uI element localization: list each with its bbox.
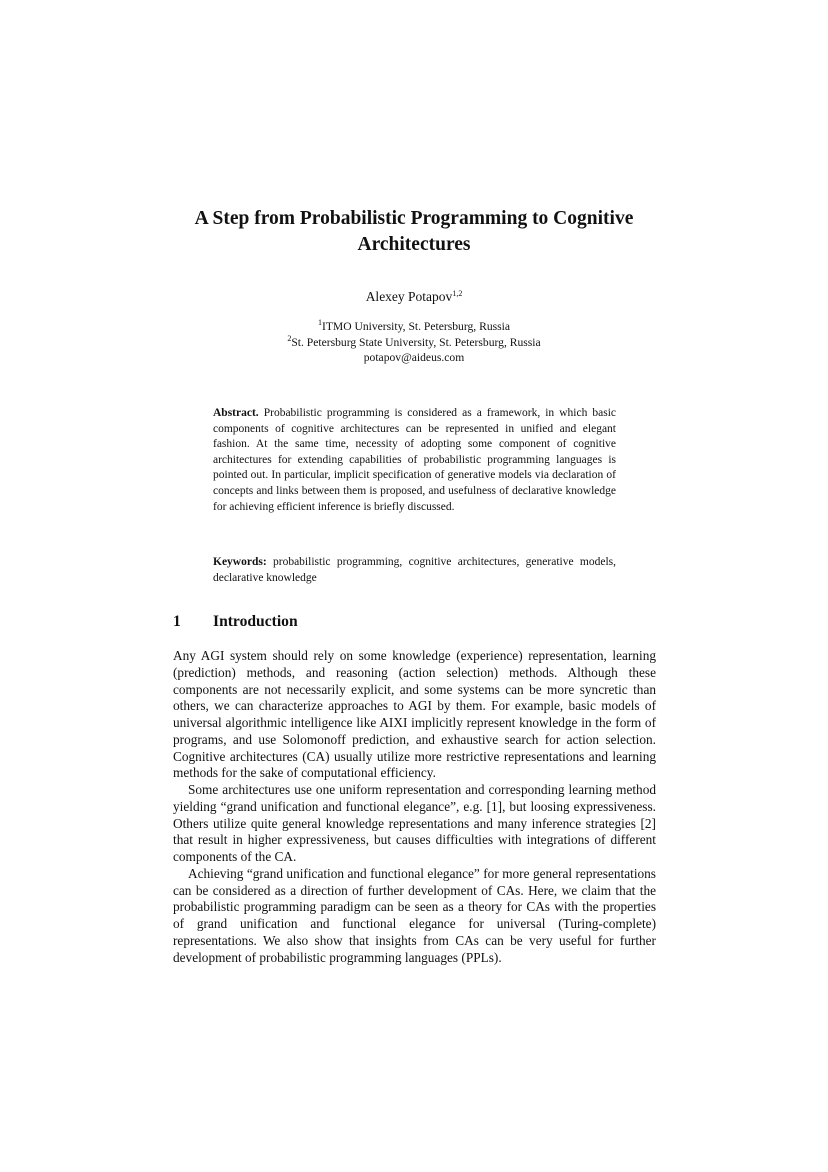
paper-title: A Step from Probabilistic Programming to Cognitive Architectures (194, 208, 634, 255)
keywords (213, 555, 616, 586)
author-email: potapov@aideus.com (363, 351, 465, 365)
paragraph-1: Any AGI system should rely on some knowledge (experience) representation, learning (prediction) methods, and reasoning (action selection) methods. Although these components are not necessarily explicit, and some systems can be more syncretic than others, we can characterize approaches to AGI by them. For example, basic models of universal algorithmic intelligence like AIXI implicitly represent knowledge in the form of programs, and use Solomonoff prediction, and exhaustive search for action selection. Cognitive architectures (CA) usually utilize more restrictive representations and learning methods for the sake of computational efficiency. (173, 648, 656, 781)
affiliations (0, 319, 828, 366)
keywords-label: Keywords: (213, 556, 267, 568)
affiliation-1 (0, 319, 828, 335)
section-title: Introduction (213, 613, 298, 630)
author-line (0, 288, 828, 306)
abstract-label: Abstract. (213, 407, 259, 419)
affiliation-2-text: St. Petersburg State University, St. Petersburg, Russia (291, 335, 541, 349)
affiliation-1-mark: 1 (317, 318, 322, 327)
keywords-text: probabilistic programming, cognitive architectures, generative models, declarative knowledge (213, 556, 616, 584)
paragraph-3: Achieving “grand unification and functional elegance” for more general representations can be considered as a direction of further development of CAs. Here, we claim that the probabilistic programming paradigm can be seen as a theory for CAs with the properties of grand unification and functional elegance for universal (Turing-complete) representations. We also show that insights from CAs can be very useful for further development of probabilistic programming languages (PPLs). (173, 865, 656, 965)
affiliation-2-mark: 2 (287, 333, 292, 343)
section-body (173, 648, 656, 966)
affiliation-2 (0, 335, 828, 351)
abstract (213, 406, 616, 515)
author-name: Alexey Potapov (365, 289, 453, 304)
section-heading (173, 612, 656, 632)
section-number: 1 (173, 613, 181, 630)
affiliation-1-text: ITMO University, St. Petersburg, Russia (321, 320, 511, 333)
paragraph-2: Some architectures use one uniform representation and corresponding learning method yielding “grand unification and functional elegance”, e.g. [1], but loosing expressiveness. Others utilize quite general knowledge representations and many inference strategies [2] that result in higher expressiveness, but causes difficulties with integrations of different components of the CA. (173, 782, 656, 864)
abstract-text: Probabilistic programming is considered as a framework, in which basic components of cognitive architectures can be represented in unified and elegant fashion. At the same time, necessity of adopting some component of cognitive architectures for extending capabilities of probabilistic programming languages is pointed out. In particular, implicit specification of generative models via declaration of concepts and links between them is proposed, and usefulness of declarative knowledge for achieving efficient inference is briefly discussed. (213, 407, 616, 513)
author-affiliation-marks: 1,2 (452, 289, 463, 298)
